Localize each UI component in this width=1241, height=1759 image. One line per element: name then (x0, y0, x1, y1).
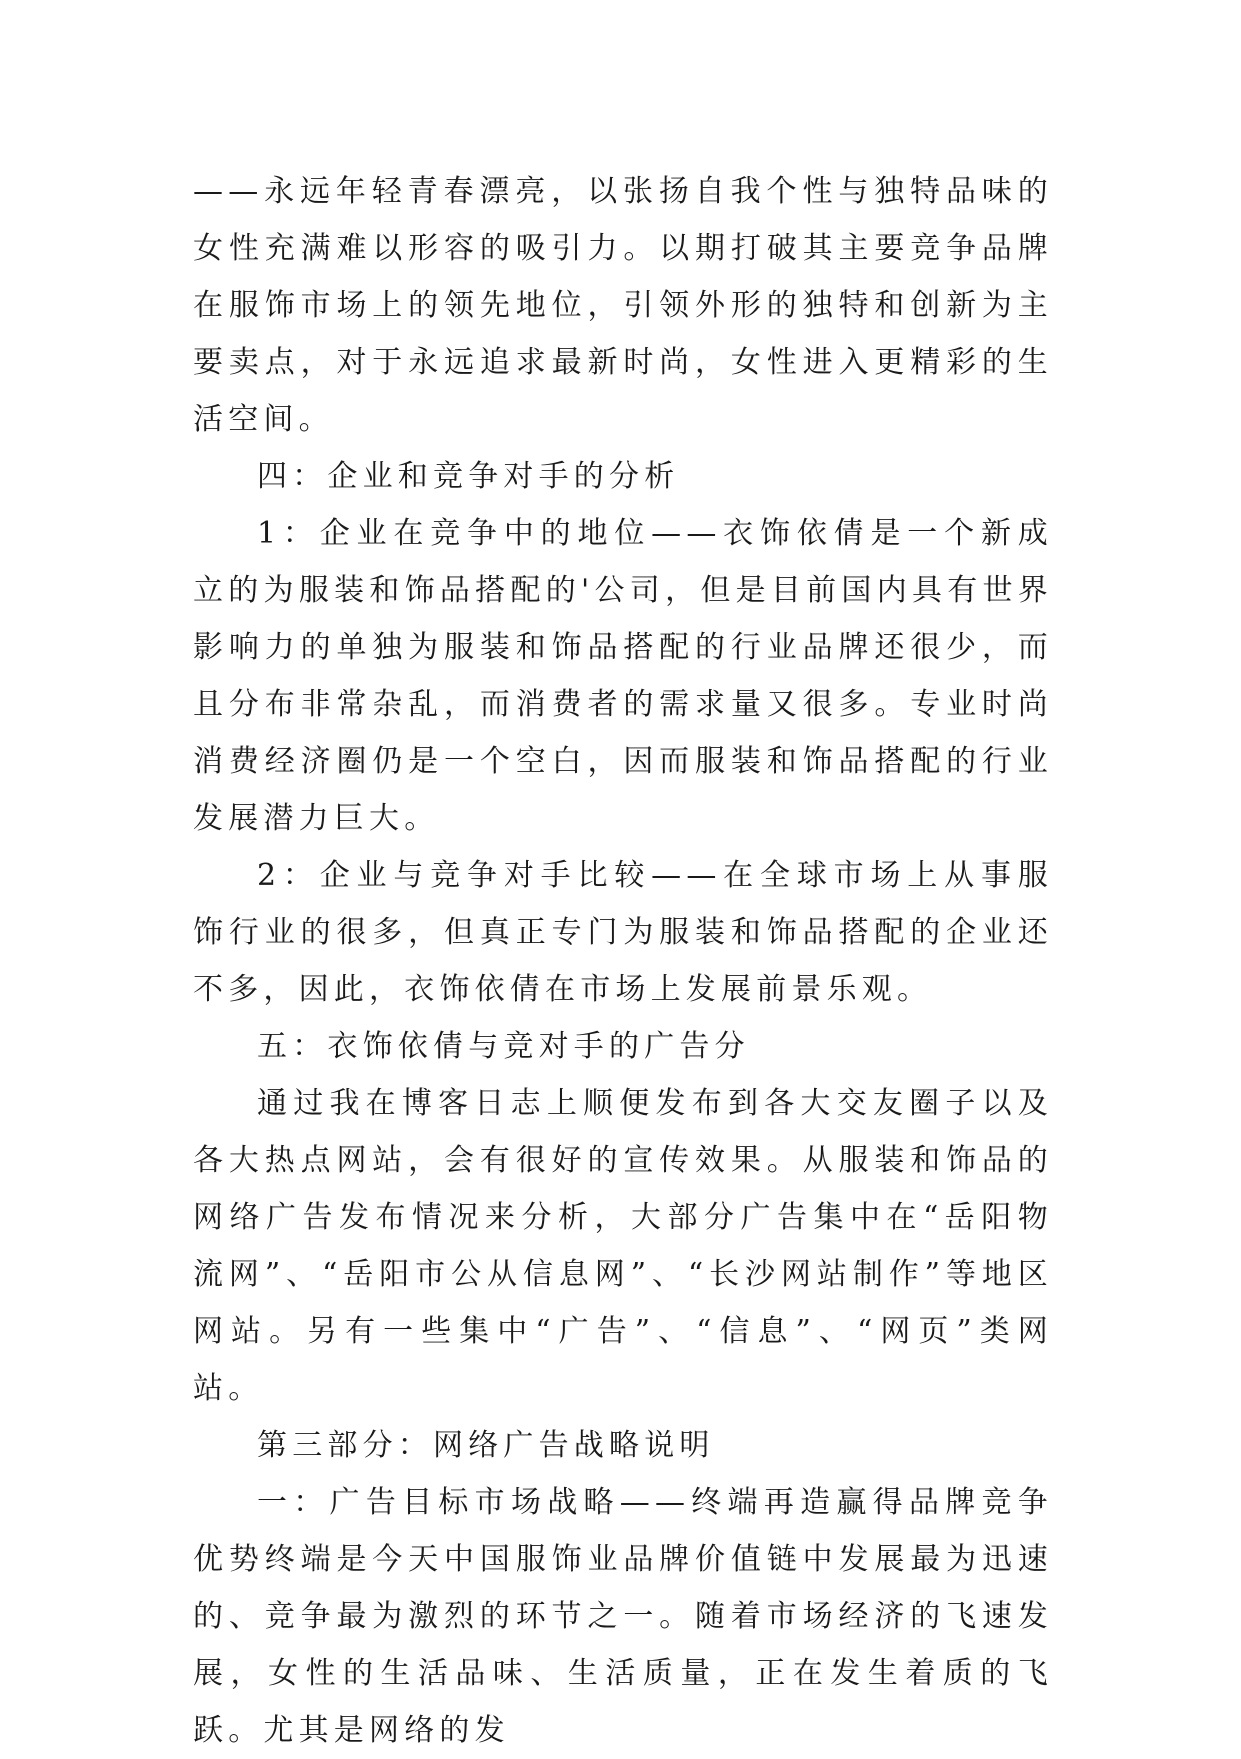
paragraph-ad-analysis: 通过我在博客日志上顺便发布到各大交友圈子以及各大热点网站，会有很好的宣传效果。从服装和饰品的网络广告发布情况来分析，大部分广告集中在“岳阳物流网”、“岳阳市公从信息网”、“长沙网站制作”等地区网站。另有一些集中“广告”、“信息”、“网页”类网站。 (193, 1086, 1053, 1406)
heading-section-four: 四：企业和竞争对手的分析 (257, 459, 680, 494)
paragraph-target-market: 一：广告目标市场战略——终端再造赢得品牌竞争优势终端是今天中国服饰业品牌价值链中发展最为迅速的、竞争最为激烈的环节之一。随着市场经济的飞速发展，女性的生活品味、生活质量，正在发生着质的飞跃。尤其是网络的发 (193, 1485, 1053, 1748)
heading-section-five: 五：衣饰依倩与竞对手的广告分 (257, 1029, 750, 1064)
heading-part-three: 第三部分：网络广告战略说明 (257, 1428, 715, 1463)
paragraph-company-position: 1：企业在竞争中的地位——衣饰依倩是一个新成立的为服装和饰品搭配的'公司，但是目前国内具有世界影响力的单独为服装和饰品搭配的行业品牌还很少，而且分布非常杂乱，而消费者的需求量又很多。专业时尚消费经济圈仍是一个空白，因而服装和饰品搭配的行业发展潜力巨大。 (193, 516, 1053, 836)
paragraph-competitor-comparison: 2：企业与竞争对手比较——在全球市场上从事服饰行业的很多，但真正专门为服装和饰品搭配的企业还不多，因此，衣饰依倩在市场上发展前景乐观。 (193, 858, 1053, 1007)
document-body (193, 163, 1053, 1759)
paragraph-intro: ——永远年轻青春漂亮，以张扬自我个性与独特品味的女性充满难以形容的吸引力。以期打破其主要竞争品牌在服饰市场上的领先地位，引领外形的独特和创新为主要卖点，对于永远追求最新时尚，女性进入更精彩的生活空间。 (193, 174, 1053, 437)
